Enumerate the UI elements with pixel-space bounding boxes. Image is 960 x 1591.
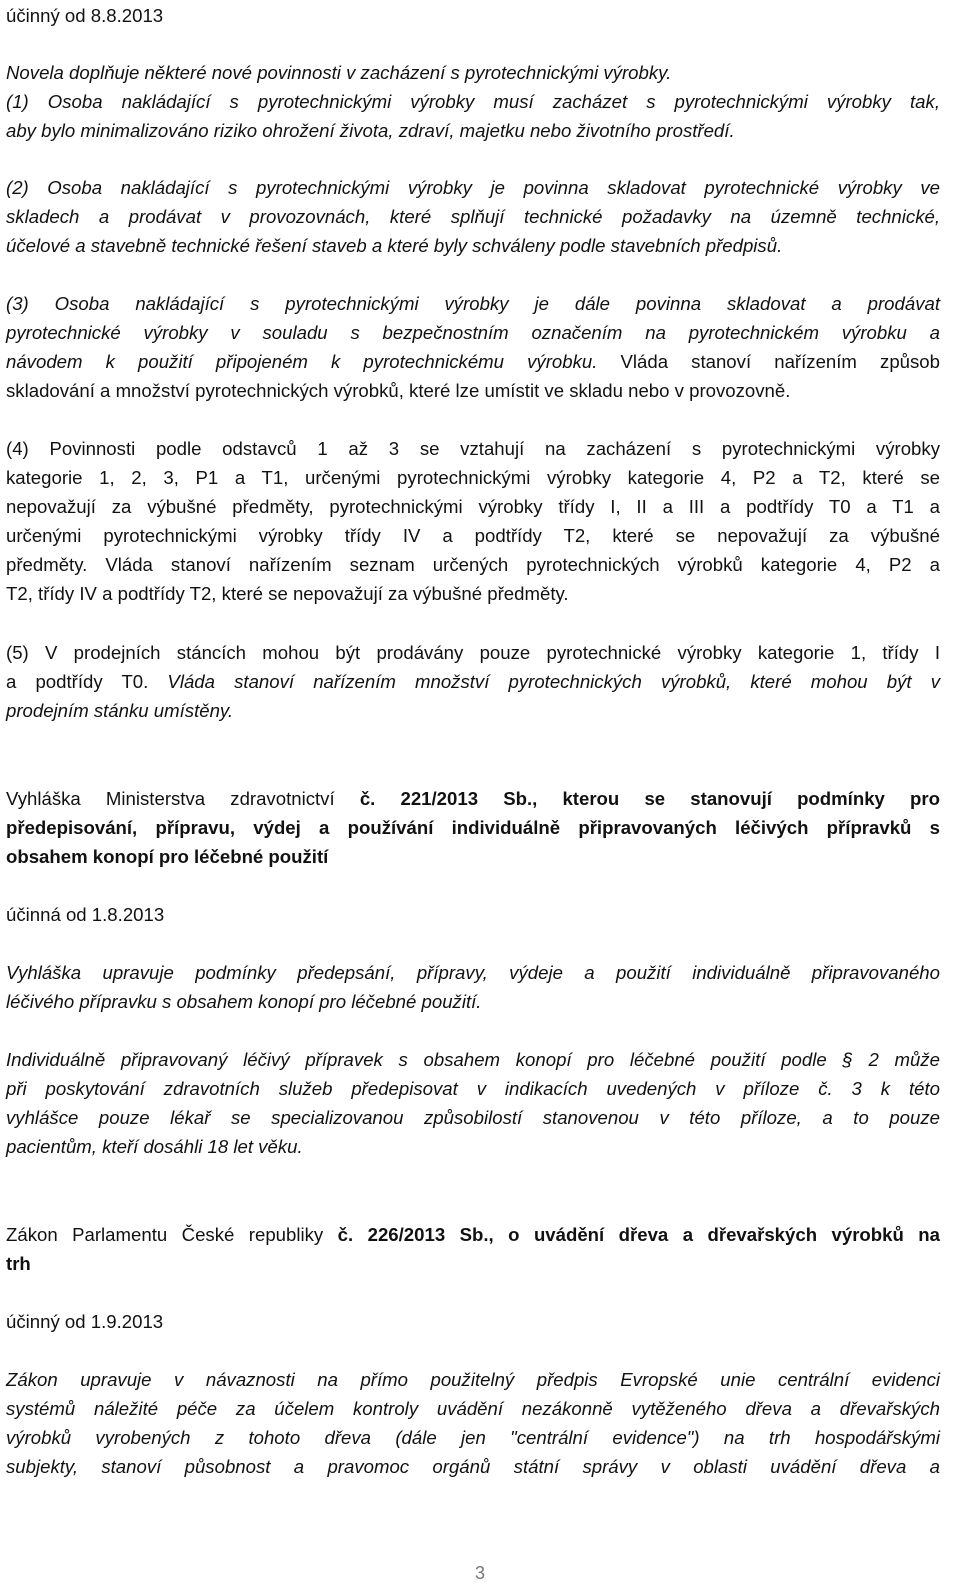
- zakon-title-2: trh: [6, 1253, 31, 1274]
- vyhlaska-prefix: Vyhláška Ministerstva zdravotnictví: [6, 788, 360, 809]
- zakon-desc-line-4: subjekty, stanoví působnost a pravomoc orgánů státní správy v oblasti uvádění dřeva a: [6, 1456, 940, 1477]
- para3-line-3b: Vláda stanoví nařízením způsob: [597, 351, 940, 372]
- para5-line-3: prodejním stánku umístěny.: [6, 700, 234, 721]
- vyhlaska-title-3: obsahem konopí pro léčebné použití: [6, 846, 329, 867]
- para4-line-4: určenými pyrotechnickými výrobky třídy IV a podtřídy T2, které se nepovažují za výbušné: [6, 525, 940, 546]
- para4-line-5: [6, 553, 940, 577]
- effective-date-1: účinný od 8.8.2013: [6, 5, 164, 26]
- para5-line-1: (5) V prodejních stáncích mohou být prodávány pouze pyrotechnické výrobky kategorie 1, třídy I: [6, 642, 940, 663]
- para2-line-2: skladech a prodávat v provozovnách, které splňují technické požadavky na územně technické,: [6, 206, 940, 227]
- para3-line-3: [6, 350, 940, 374]
- zakon-desc-line-2: systémů náležité péče za účelem kontroly uvádění nezákonně vytěženého dřeva a dřevařských: [6, 1398, 940, 1419]
- para4-line-5a: předměty.: [6, 554, 88, 575]
- vyhlaska-desc-line-2: léčivého přípravku s obsahem konopí pro léčebné použití.: [6, 991, 482, 1012]
- zakon-desc-line-3: výrobků vyrobených z tohoto dřeva (dále jen "centrální evidence") na trh hospodářskými: [6, 1427, 940, 1448]
- para2-line-1: (2) Osoba nakládající s pyrotechnickými výrobky je povinna skladovat pyrotechnické výrobky ve: [6, 177, 940, 198]
- zakon-number: č. 226/2013 Sb.: [337, 1224, 489, 1245]
- para3-line-2: pyrotechnické výrobky v souladu s bezpečnostním označením na pyrotechnickém výrobku a: [6, 322, 940, 343]
- vyhlaska-detail-line-3: vyhlášce pouze lékař se specializovanou způsobilostí stanovenou v této příloze, a to pouze: [6, 1107, 940, 1128]
- vyhlaska-detail-line-4: pacientům, kteří dosáhli 18 let věku.: [6, 1136, 303, 1157]
- para3-line-3a: návodem k použití připojeném k pyrotechnickému výrobku.: [6, 351, 598, 372]
- vyhlaska-effective-date: účinná od 1.8.2013: [6, 904, 165, 925]
- zakon-title-1: , o uvádění dřeva a dřevařských výrobků na: [488, 1224, 940, 1245]
- intro-line-2: (1) Osoba nakládající s pyrotechnickými výrobky musí zacházet s pyrotechnickými výrobky tak,: [6, 91, 940, 112]
- para4-line-2: kategorie 1, 2, 3, P1 a T1, určenými pyrotechnickými výrobky kategorie 4, P2 a T2, které se: [6, 467, 940, 488]
- para3-line-4: skladování a množství pyrotechnických výrobků, které lze umístit ve skladu nebo v provozovně.: [6, 380, 791, 401]
- zakon-effective-date: účinný od 1.9.2013: [6, 1311, 164, 1332]
- page-number: 3: [474, 1563, 485, 1583]
- intro-line-3: aby bylo minimalizováno riziko ohrožení života, zdraví, majetku nebo životního prostředí.: [6, 120, 735, 141]
- para5-line-2: [6, 670, 940, 694]
- zakon-heading-line-1: [6, 1223, 940, 1247]
- para2-line-3: účelové a stavebně technické řešení staveb a které byly schváleny podle stavebních předpisů.: [6, 235, 783, 256]
- zakon-prefix: Zákon Parlamentu České republiky: [6, 1224, 338, 1245]
- intro-line-1: Novela doplňuje některé nové povinnosti v zacházení s pyrotechnickými výrobky.: [6, 62, 672, 83]
- vyhlaska-detail-line-1: Individuálně připravovaný léčivý přípravek s obsahem konopí pro léčebné použití podle § 2 může: [6, 1049, 940, 1070]
- zakon-desc-line-1: Zákon upravuje v návaznosti na přímo použitelný předpis Evropské unie centrální evidenci: [6, 1369, 940, 1390]
- para4-line-6: T2, třídy IV a podtřídy T2, které se nepovažují za výbušné předměty.: [6, 583, 569, 604]
- para4-line-1: (4) Povinnosti podle odstavců 1 až 3 se vztahují na zacházení s pyrotechnickými výrobky: [6, 438, 940, 459]
- vyhlaska-title-1: , kterou se stanovují podmínky pro: [532, 788, 940, 809]
- vyhlaska-detail-line-2: při poskytování zdravotních služeb předepisovat v indikacích uvedených v příloze č. 3 k této: [6, 1078, 940, 1099]
- vyhlaska-title-2: předepisování, přípravu, výdej a používání individuálně připravovaných léčivých přípravků s: [6, 817, 940, 838]
- para5-line-2b: Vláda stanoví nařízením množství pyrotechnických výrobků, které mohou být v: [148, 671, 941, 692]
- vyhlaska-number: č. 221/2013 Sb.: [359, 788, 533, 809]
- para3-line-1: (3) Osoba nakládající s pyrotechnickými výrobky je dále povinna skladovat a prodávat: [6, 293, 940, 314]
- para4-line-3: nepovažují za výbušné předměty, pyrotechnickými výrobky třídy I, II a III a podtřídy T0 a T1 a: [6, 496, 940, 517]
- vyhlaska-desc-line-1: Vyhláška upravuje podmínky předepsání, přípravy, výdeje a použití individuálně připravovaného: [6, 962, 940, 983]
- para5-line-2a: a podtřídy T0.: [6, 671, 149, 692]
- vyhlaska-heading-line-1: [6, 787, 940, 811]
- para4-line-5b: Vláda stanoví nařízením seznam určených pyrotechnických výrobků kategorie 4, P2 a: [87, 554, 940, 575]
